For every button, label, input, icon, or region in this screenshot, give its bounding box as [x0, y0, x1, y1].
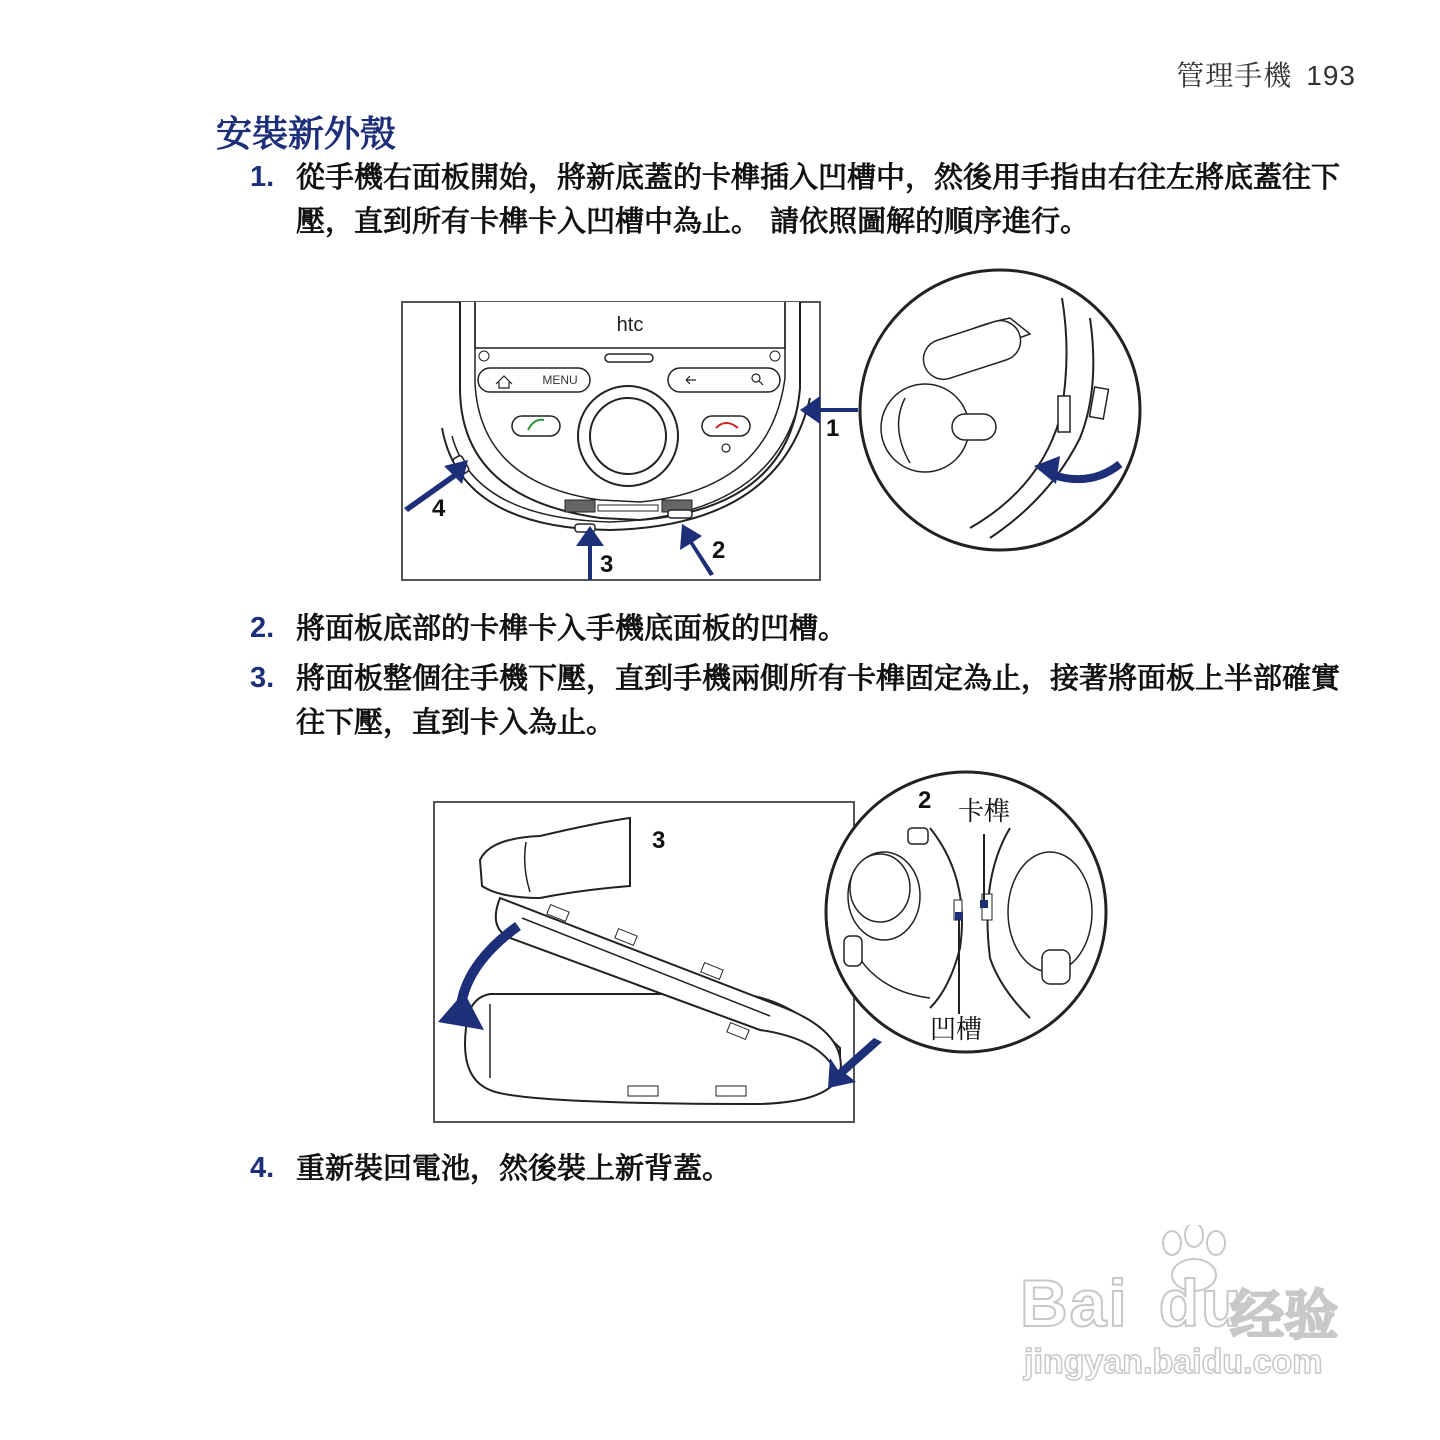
- watermark-url: jingyan.baidu.com: [1024, 1343, 1323, 1381]
- watermark: [1020, 1225, 1360, 1395]
- step-number: 3.: [250, 662, 275, 694]
- header-section: 管理手機: [1176, 59, 1293, 92]
- watermark-brand-cn: 经验: [1230, 1284, 1338, 1347]
- step-number: 2.: [250, 612, 275, 644]
- latch-label: 卡榫: [958, 797, 1011, 827]
- page-number: 193: [1306, 60, 1356, 91]
- groove-label: 凹槽: [930, 1015, 983, 1045]
- htc-logo: htc: [616, 314, 644, 336]
- page-header: [1176, 54, 1356, 94]
- callout-1: 1: [826, 415, 840, 442]
- figure-2: [430, 768, 1120, 1128]
- figure-1-illustration: [400, 268, 1160, 588]
- step-number: 1.: [250, 161, 275, 193]
- callout-3: 3: [600, 551, 614, 578]
- section-title: 安裝新外殼: [216, 114, 397, 155]
- step-4: [250, 1146, 1340, 1190]
- step-3: [250, 656, 1340, 744]
- step-text: 重新裝回電池，然後裝上新背蓋。: [296, 1151, 732, 1185]
- detail-callout: 2: [918, 787, 932, 814]
- step-text: 從手機右面板開始，將新底蓋的卡榫插入凹槽中，然後用手指由右往左將底蓋往下壓，直到所有卡榫卡入凹槽中為止。 請依照圖解的順序進行。: [296, 160, 1341, 238]
- callout-4: 4: [432, 495, 446, 522]
- figure-1: [400, 268, 1160, 588]
- step-1: [250, 155, 1340, 243]
- menu-key-label: MENU: [542, 373, 578, 387]
- watermark-brand: Bai du: [1020, 1266, 1244, 1340]
- callout-2: 2: [712, 537, 726, 564]
- figure-2-illustration: [430, 768, 1120, 1128]
- step-text: 將面板整個往手機下壓，直到手機兩側所有卡榫固定為止，接著將面板上半部確實往下壓，直到卡入為止。: [296, 661, 1341, 739]
- step-text: 將面板底部的卡榫卡入手機底面板的凹槽。: [296, 611, 848, 645]
- step-2: [250, 606, 1340, 650]
- press-callout: 3: [652, 827, 666, 854]
- step-number: 4.: [250, 1152, 275, 1184]
